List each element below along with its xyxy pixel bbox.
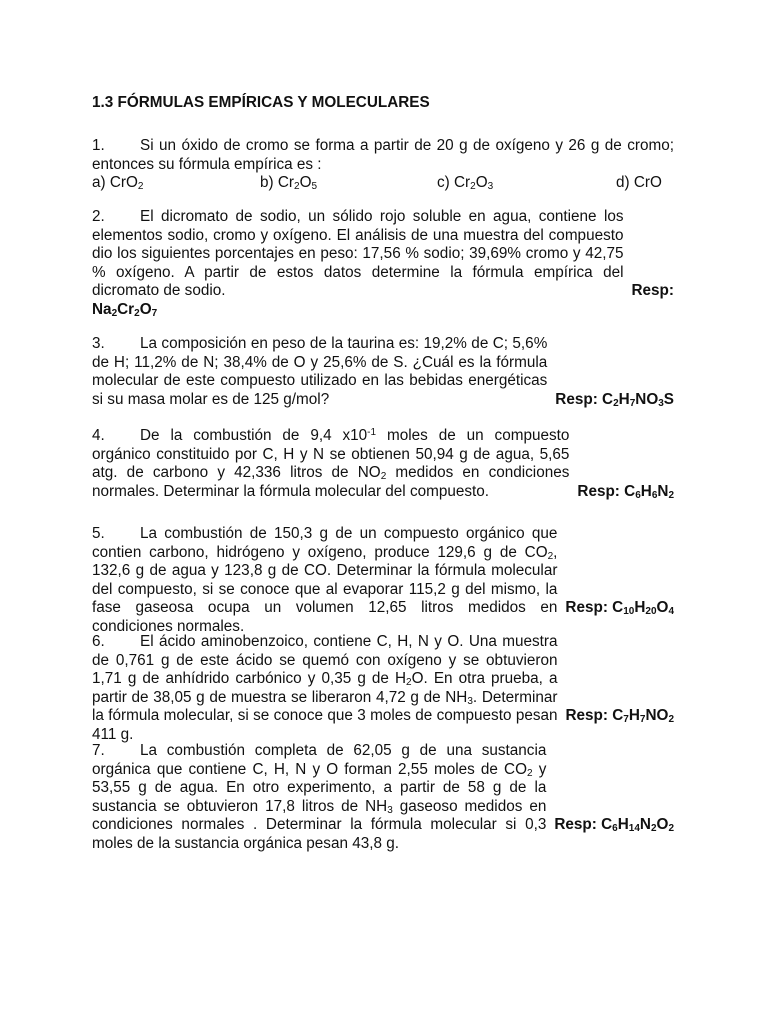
- page-title: 1.3 FÓRMULAS EMPÍRICAS Y MOLECULARES: [92, 94, 430, 111]
- problem-text: La combustión de 150,3 g de un compuesto orgánico que contien carbono, hidrógeno y oxígeno, produce 129,6 g de $CO_2$, 132,6 g de agua y 123,8 g de CO. Determinar la fórmula molecular del compuesto, si se conoce que al evaporar 115,2 g del mismo, la fase gaseosa ocupa un volumen 12,65 litros medidos en condiciones normales.: [92, 525, 558, 635]
- problem-text: El dicromato de sodio, un sólido rojo soluble en agua, contiene los elementos sodio, cromo y oxígeno. El análisis de una muestra del compuesto dio los siguientes porcentajes en peso: 17,56 % sodio; 39,69% cromo y 42,75 % oxígeno. A partir de estos datos determine la fórmula empírica del dicromato de sodio.: [92, 208, 624, 300]
- option-a: a) CrO$_2$: [92, 174, 144, 193]
- problem-1: [92, 137, 674, 193]
- problem-number: 6.: [92, 633, 105, 650]
- answer-formula: Resp: $C_7H_7NO_2$: [565, 707, 674, 726]
- answer-formula: $Na_2Cr_2O_7$: [92, 300, 158, 319]
- problem-5: [92, 525, 674, 637]
- answer-formula: Resp: $C_6H_{14}N_2O_2$: [554, 816, 674, 835]
- problem-3: [92, 335, 674, 409]
- problem-text: La combustión completa de 62,05 g de una sustancia orgánica que contiene C, H, N y O forman 2,55 moles de $CO_2$ y 53,55 g de agua. En otro experimento, a partir de 58 g de la sustancia se obtuvieron 17,8 litros de $NH_3$ gaseoso medidos en condiciones normales . Determinar la fórmula molecular si 0,3 moles de la sustancia orgánica pesan 43,8 g.: [92, 742, 547, 852]
- problem-number: 3.: [92, 335, 105, 352]
- problem-text: De la combustión de 9,4 $x10^{-1}$ moles de un compuesto orgánico constituido por C, H y N se obtienen 50,94 g de agua, 5,65 atg. de carbono y 42,336 litros de $NO_2$ medidos en condiciones normales. Determinar la fórmula molecular del compuesto.: [92, 427, 570, 500]
- problem-text: El ácido aminobenzoico, contiene C, H, N y O. Una muestra de 0,761 g de este ácido se quemó con oxígeno y se obtuvieron 1,71 g de anhídrido carbónico y 0,35 g de $H_2O$. En otra prueba, a partir de 38,05 g de muestra se liberaron 4,72 g de $NH_3$. Determinar la fórmula molecular, si se conoce que 3 moles de compuesto pesan 411 g.: [92, 633, 558, 743]
- problem-4: [92, 427, 674, 501]
- option-c: c) $Cr_2O_3$: [437, 174, 494, 193]
- problem-number: 1.: [92, 137, 105, 154]
- answer-formula: Resp: $C_6H_6N_2$: [577, 482, 674, 501]
- answer-formula: Resp: $C_{10}H_{20}O_4$: [565, 599, 674, 618]
- problem-number: 5.: [92, 525, 105, 542]
- problem-text: La composición en peso de la taurina es: 19,2% de C; 5,6% de H; 11,2% de N; 38,4% de O y 25,6% de S. ¿Cuál es la fórmula molecular de este compuesto utilizado en las bebidas energéticas si su masa molar es de 125 g/mol?: [92, 335, 548, 408]
- option-b: b) $Cr_2O_5$: [260, 174, 318, 193]
- option-d: d) CrO: [616, 174, 662, 192]
- answer-label: Resp:: [631, 282, 674, 300]
- problem-number: 7.: [92, 742, 105, 759]
- problem-2: [92, 208, 674, 320]
- problem-text: Si un óxido de cromo se forma a partir de 20 g de oxígeno y 26 g de cromo; entonces su fórmula empírica es :: [92, 137, 674, 173]
- answer-options: [92, 174, 674, 193]
- problem-7: [92, 742, 674, 854]
- problem-6: [92, 633, 674, 745]
- problem-number: 2.: [92, 208, 105, 225]
- problem-number: 4.: [92, 427, 105, 444]
- answer-formula: Resp: $C_2H_7NO_3S$: [555, 390, 674, 409]
